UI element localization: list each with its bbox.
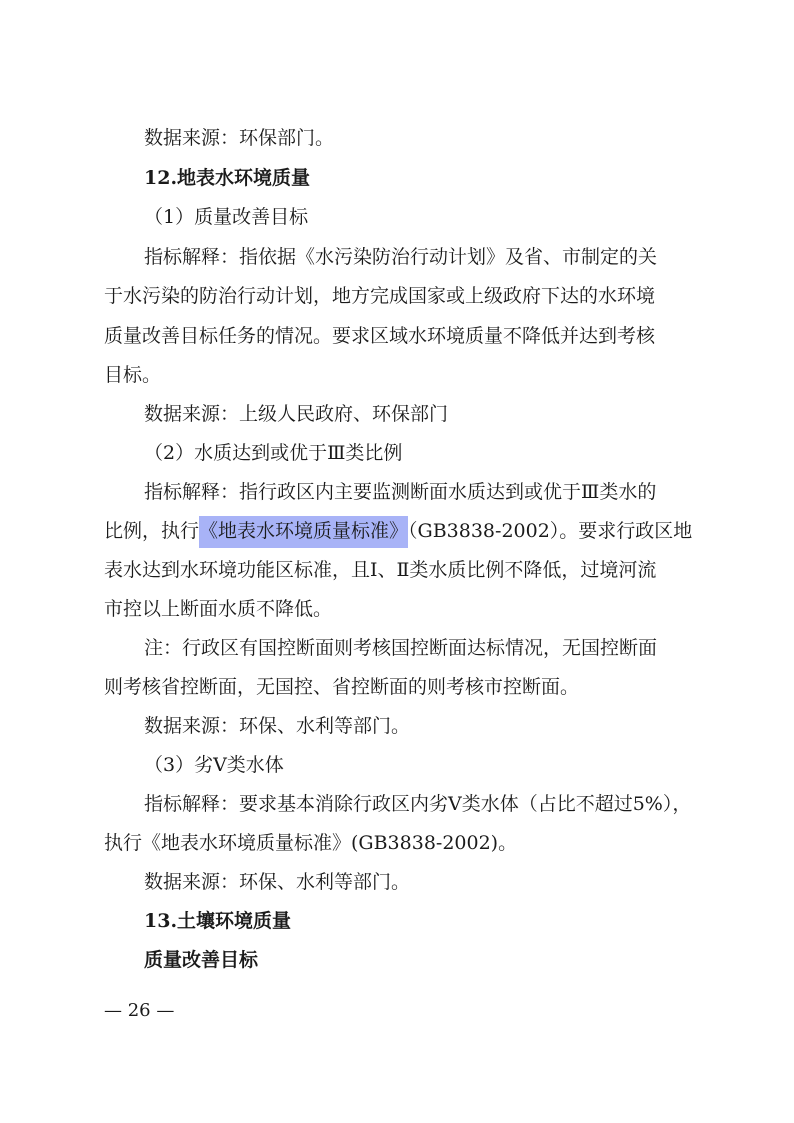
page-number: — 26 — bbox=[104, 1000, 175, 1021]
paragraph-line bbox=[0, 519, 794, 543]
paragraph-line: 指标解释：指依据《水污染防治行动计划》及省、市制定的关 bbox=[144, 246, 658, 268]
data-source-line: 数据来源：环保、水利等部门。 bbox=[144, 715, 411, 737]
paragraph-line: 执行《地表水环境质量标准》(GB3838-2002)。 bbox=[104, 832, 518, 854]
note-line: 则考核省控断面，无国控、省控断面的则考核市控断面。 bbox=[104, 676, 580, 698]
paragraph-text: （GB3838-2002）。要求行政区地 bbox=[408, 520, 693, 542]
data-source-line: 数据来源：环保部门。 bbox=[144, 127, 335, 149]
paragraph-line: 质量改善目标任务的情况。要求区域水环境质量不降低并达到考核 bbox=[104, 325, 656, 347]
section-heading-12: 12.地表水环境质量 bbox=[144, 167, 311, 189]
data-source-line: 数据来源：环保、水利等部门。 bbox=[144, 871, 411, 893]
paragraph-line: 表水达到水环境功能区标准，且Ⅰ、Ⅱ类水质比例不降低，过境河流 bbox=[104, 559, 657, 581]
highlighted-standard-title[interactable]: 《地表水环境质量标准》 bbox=[199, 516, 408, 548]
paragraph-text: 比例，执行 bbox=[104, 520, 200, 542]
subsection-heading-soil: 质量改善目标 bbox=[144, 949, 259, 971]
paragraph-line: 目标。 bbox=[104, 364, 162, 386]
subsection-heading-1: （1）质量改善目标 bbox=[144, 206, 309, 228]
paragraph-line: 市控以上断面水质不降低。 bbox=[104, 598, 333, 620]
subsection-heading-2: （2）水质达到或优于Ⅲ类比例 bbox=[144, 442, 403, 464]
paragraph-line: 指标解释：指行政区内主要监测断面水质达到或优于Ⅲ类水的 bbox=[144, 481, 657, 503]
data-source-line: 数据来源：上级人民政府、环保部门 bbox=[144, 403, 449, 425]
paragraph-line: 于水污染的防治行动计划，地方完成国家或上级政府下达的水环境 bbox=[104, 285, 656, 307]
paragraph-line: 指标解释：要求基本消除行政区内劣Ⅴ类水体（占比不超过5%）， bbox=[144, 793, 692, 815]
section-heading-13: 13.土壤环境质量 bbox=[144, 910, 292, 932]
subsection-heading-3: （3）劣Ⅴ类水体 bbox=[144, 754, 284, 776]
note-line: 注：行政区有国控断面则考核国控断面达标情况，无国控断面 bbox=[144, 637, 658, 659]
